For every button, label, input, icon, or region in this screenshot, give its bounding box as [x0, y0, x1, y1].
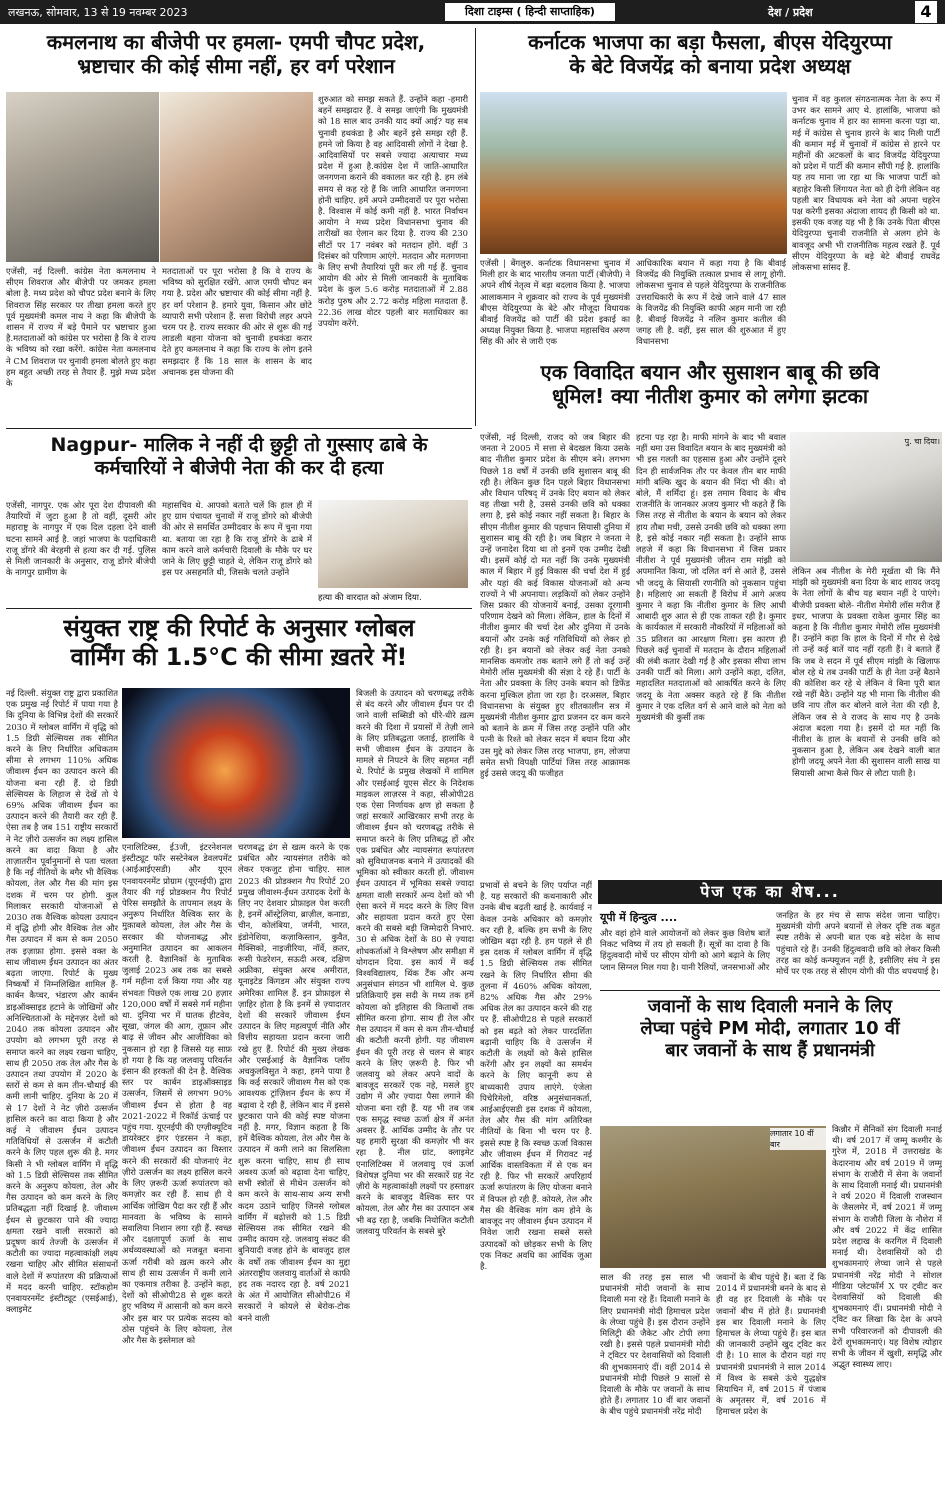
- paper-name: दिशा टाइम्स ( हिन्दी साप्ताहिक): [445, 3, 615, 21]
- nagpur-headline-line1: Nagpur- मालिक ने नहीं दी छुट्टी तो गुस्साए ढाबे के: [50, 434, 428, 456]
- karnataka-headline-line2: के बेटे विजयेंद्र को बनाया प्रदेश अध्यक्ष: [569, 54, 851, 79]
- nitish-col-1: एजेंसी, नई दिल्ली, राजद को जब बिहार की जनता ने 2005 में सत्ता से बेदखल किया उसके बाद नीतीश कुमार प्रदेश के सीएम बने। लगभग पिछले 18 वर्षों में उनकी छवि सुशासन बाबू की रही है। लेकिन कुछ दिन पहले बिहार विधानसभा और विधान परिषद् में उनके दिए बयान को लेकर वह तीखा भरी है, उससे उनकी छवि को धक्का लगा है, इसे कोई नकार नहीं सकता है। बिहार के सीएम नीतीश कुमार की पहचान सियासी दुनिया में सुशासन बाबू की रही है। जब बिहार ने जनता ने उन्हें जनादेश दिया था तो इनमें एक उम्मीद देखी थी। इसमें कोई दो मत नहीं कि उनके मुख्यमंत्री काल में बिहार में हुई विकास की चर्चा देश में हुई और यहां की कई विकास योजनाओं को अन्य राज्यों ने भी अपनाया। लड़कियों को लेकर उन्होंने जिस प्रकार की योजनायें बनाई, उसका दूरगामी परिणाम देखने को मिला। लेकिन, हाल के दिनों में नीतीश कुमार की चर्चा देश और दुनिया में उनके बयानों और उनके कई गतिविधियों को लेकर हो रही है। इन बयानों को लेकर कई नेता उनको मानसिक कमजोर तक बताने लगे हैं तो कई उन्हें मेमोरी लॉस मुख्यमंत्री की संज्ञा दे रहे हैं। पार्टी के नेता और प्रवक्ता के लिए उनके बयान को डिफेंड करना मुश्किल होता जा रहा है। दरअसल, बिहार विधानसभा के संयुक्त हुए शीतकालीन सत्र में मुख्यमंत्री नीतीश कुमार द्वारा प्रजनन दर कम करने को बताने के क्रम में जिस तरह उन्होंने पति और पत्नी के रिश्ते को लेकर सदन में बयान दिया और उस मुद्दे को लेकर जिस तरह भाजपा, हम, लोजपा समेत सभी विपक्षी पार्टियां जिस तरह आक्रामक हुई उससे जदयू की फजीहत: [480, 432, 630, 779]
- shivraj-photo: [160, 92, 313, 262]
- pm-headline-line1: जवानों के साथ दिवाली मनाने के लिए: [647, 996, 893, 1017]
- nitish-headline-line2: धूमिल! क्या नीतीश कुमार को लगेगा झटका: [551, 384, 869, 409]
- nagpur-col-1: एजेंसी, नागपुर. एक ओर पूरा देश दीपावली की तैयारियों में जुटा हुआ है तो वहीं, दूसरी ओर महाराष्ट्र के नागपुर में एक दिल दहला देने वाली घटना सामने आई है. जहां भाजपा के पदाधिकारी राजू डोंगरे की बेरहमी से हत्या कर दी गई. पुलिस से मिली जानकारी के अनुसार, राजू डोंगरे बीजेपी के नागपुर ग्रामीण के: [6, 500, 156, 578]
- karnataka-headline-line1: कर्नाटक भाजपा का बड़ा फैसला, बीएस येदियुरप्पा: [528, 30, 892, 54]
- divider-line: [475, 28, 476, 426]
- pm-col-2: जवानों के बीच पहुंचे हैं। बता दें कि 2014 में प्रधानमंत्री बनने के बाद से ही वह हर दिवाली के मौके पर जवानों बीच में होते हैं। प्रधानमंत्री इस बार दिवाली मनाने के लिए हिमाचल के लेप्चा पहुंचे हैं। इस बात की जानकारी उन्होंने खुद ट्विट कर दी है। 10 साल के दौरान यहां गए प्रधानमंत्री प्रधानमंत्री ने साल 2014 में विश्व के सबसे ऊंचे युद्धक्षेत्र सियाचिन में, वर्ष 2015 में पंजाब के अमृतसर में, वर्ष 2016 में हिमाचल प्रदेश के: [716, 1272, 826, 1417]
- kamalnath-headline: [6, 30, 466, 79]
- karnataka-photo: [480, 92, 787, 254]
- un-col-1: नई दिल्ली. संयुक्त राष्ट्र द्वारा प्रकाशित एक प्रमुख नई रिपोर्ट में पाया गया है कि दुनिया के विभिन्न देशों की सरकारें 2030 में ग्लोबल वार्मिंग में वृद्धि को 1.5 डिग्री सेल्सियस तक सीमित करने के लिए निर्धारित अधिकतम सीमा से लगभग 110% अधिक जीवाश्म ईंधन का उत्पादन करने की योजना बना रही हैं. दो डिग्री सेल्सियस के लिहाज से देखें तो ये 69% अधिक जीवाश्म ईंधन का उत्पादन करने की तैयारी कर रही हैं. ऐसा तब है जब 151 राष्ट्रीय सरकारों ने नेट ज़ीरो उत्सर्जन का लक्ष्य हासिल करने का वादा किया है और ताज़ातरीन पूर्वानुमानों से पता चलता है कि नई नीतियों के बगैर भी वैश्विक कोयला, तेल और गैस की मांग इस दशक में चरम पर होगी. कुल मिलाकर सरकारी योजनाओं से 2030 तक वैश्विक कोयला उत्पादन में वृद्धि होगी और वैश्विक तेल और गैस उत्पादन में कम से कम 2050 तक इज़ाफ़ा होगा. इससे वक्त के साथ जीवाश्म ईंधन उत्पादन का अंतर बढ़ता जाएगा. रिपोर्ट के मुख्य निष्कर्षों में निम्नलिखित शामिल हैं- कार्बन कैप्चर, भंडारण और कार्बन डाइऑक्साइड हटाने के जोखिमों और अनिश्चितताओं के मद्देनज़र देशों को 2040 तक कोयला उत्पादन और उपयोग को लगभग पूरी तरह से समाप्त करने का लक्ष्य रखना चाहिए, साथ ही 2050 तक तेल और गैस के उत्पादन तथा उपयोग में 2020 के स्तरों से कम से कम तीन-चौथाई की कमी लानी चाहिए. दुनिया के 20 में से 17 देशों ने नेट ज़ीरो उत्सर्जन हासिल करने का वादा किया है और कई ने जीवाश्म ईंधन उत्पादन गतिविधियों से उत्सर्जन में कटौती करने के लिए पहल शुरू की है. मगर किसी ने भी ग्लोबल वार्मिंग में वृद्धि को 1.5 डिग्री सेल्सियस तक सीमित करने के अनुरूप कोयला, तेल और गैस उत्पादन को कम करने के लिए प्रतिबद्धता नहीं दिखाई है. जीवाश्म ईंधन से छुटकारा पाने की ज्यादा क्षमता रखने वाली सरकारों को प्रदूषण कार्य तेज्जी के उत्सर्जन में कटौती का ज्यादा महत्वाकांक्षी लक्ष्य रखना चाहिए और सीमित संसाधनों वाले देशों में रूपांतरण की प्रक्रियाओं में मदद करनी चाहिए. स्टॉकहोम एनवायरनमेंट इंस्टीट्यूट (एसईआई), क्लाइमेट: [6, 688, 118, 1315]
- un-col-4: बिजली के उत्पादन को चरणबद्ध तरीके से बंद करने और जीवाश्म ईंधन पर दी जाने वाली सब्सिडी को धीरे-धीरे ख़त्म करने की दिशा में प्रयासों में तेज़ी लाने के लिए प्रतिबद्धता जताई, हालांकि वे सभी जीवाश्म ईंधन के उत्पादन के मामले से निपटने के लिए सहमत नहीं थे. रिपोर्ट के प्रमुख लेखकों में शामिल और एसईआई यूएस सेंटर के निदेशक माइकल लाज़रस ने कहा, सीओपी28 एक ऐसा निर्णायक क्षण हो सकता है जहां सरकारें आखिरकार सभी तरह के जीवाश्म ईंधन को चरणबद्ध तरीके से समाप्त करने के लिए प्रतिबद्ध हों और एक प्रबंधित और न्यायसंगत रूपांतरण को सुविधाजनक बनाने में उत्पादकों की भूमिका को स्वीकार करती हों. जीवाश्म ईंधन उत्पादन में भूमिका सबसे ज्यादा क्षमता वाली सरकारें अन्य देशों को भी ऐसा करने में मदद करने के लिए वित्त और सहायता प्रदान करते हुए ऐसा करने की सबसे बड़ी जिम्मेदारी निभाएं. 30 से अधिक देशों के 80 से ज़्यादा शोधकर्ताओं ने विश्लेषण और समीक्षा में योगदान दिया. इस कार्य में कई विश्वविद्यालय, थिंक टैंक और अन्य अनुसंधान संगठन भी शामिल थे. कुछ प्रतिक्रियाएँ इस सदी के मध्य तक हमें कोयला को इतिहास की किताबों तक सीमित करना होगा. साथ ही तेल और गैस उत्पादन में कम से कम तीन-चौथाई की कटौती करनी होगी. यह जीवाश्म ईंधन की पूरी तरह से चलन से बाहर करने के लिए ज़रूरी है. फिर भी जलवायु को लेकर अपने वादों के बावजूद सरकारें एक नहे, मसले हुए उद्योग में और ज़्यादा पैसा लगाने की योजना बना रही हैं. यह भी तब जब एक समृद्ध स्वच्छ ऊर्जा क्षेत्र में अनंत अवसर हैं. आर्थिक उम्मीद के तौर पर यह हमारी सुरक्षा की कमज़ोर भी कर रहा है. नील ग्रांट, क्लाइमेट एनालिटिक्स में जलवायु एवं ऊर्जा विशेषज्ञ दुनिया भर की सरकारें ग्रह नेट ज़ीरो के महत्वाकांक्षी लक्ष्यों पर हस्ताक्षर करने के बावजूद वैश्विक स्तर पर कोयला, तेल और गैस का उत्पादन अब भी बढ़ रहा है, जबकि नियोजित कटौती जलवायु परिवर्तन के सबसे बुरे: [356, 688, 474, 1236]
- pm-headline-line2: लेप्चा पहुंचे PM मोदी, लगातार 10 वीं: [640, 1017, 900, 1039]
- earth-photo: [122, 688, 350, 838]
- divider-line: [6, 428, 472, 429]
- karnataka-col-3: चुनाव में वह कुशल संगठनात्मक नेता के रूप में उभर कर सामने आए थे. हालांकि, भाजपा को कर्नाटक चुनाव में हार का सामना करना पड़ा था. मई में कांग्रेस से चुनाव हारने के बाद मिली पार्टी की कमान मई में चुनावों में कांग्रेस से हारने पर महीनों की अटकलों के बाद विजयेंद्र येदियुरप्पा को प्रदेश में पार्टी की कमान सौंपी गई है. हालांकि यह तय माना जा रहा था कि भाजपा पार्टी को बहाहेर किसी लिंगायत नेता को ही देगी लेकिन वह पहली बार विधायक बने नेता को अपना चहरेन पक्ष करेगी इसका अंदाजा शायद ही किसी को था. इसकी एक वजह यह भी है कि उनके पिता बीएस येदियुरप्पा चुनावी राजनीति से अलग होने के बावजूद अभी भी राजनीतिक महत्व रखते हैं. पूर्व सीएम येदियुरप्पा के बड़े बेटे बीवाई राघवेंद्र लोकसभा सांसद हैं.: [792, 94, 940, 273]
- un-col-2: एनालिटिक्स, ई3जी, इंटरनेशनल इंस्टीट्यूट फॉर सस्टेनेबल डेवलपमेंट (आईआईएसडी) और यूएन एनवायरनमेंट प्रोग्राम (यूएनईपी) द्वारा तैयार की गई प्रोडक्शन गैप रिपोर्ट पेरिस समझौते के तापमान लक्ष्य के अनुरूप निर्धारित वैश्विक स्तर के मुक़ाबले कोयला, तेल और गैस के सरकार की योजनाबद्ध और अनुमानित उत्पादन का आकलन करती है. वैज्ञानिकों के मुताबिक जुलाई 2023 अब तक का सबसे गर्म महीना दर्ज किया गया और यह संभवतः पिछले एक लाख 20 हज़ार 120,000 वर्षों में सबसे गर्म महीना था. दुनिया भर में घातक हीटवेव, सूखा, जंगल की आग, तूफ़ान और बाढ़ से जीवन और आजीविका को नुकसान हो रहा है जिससे यह साफ़ हो गया है कि यह जलवायु परिवर्तन इंसान की हरकतों की देन है. वैश्विक स्तर पर कार्बन डाइऑक्साइड उत्सर्जन, जिसमें से लगभग 90% जीवाश्म ईंधन से होता है वह 2021-2022 में रिकॉर्ड ऊंचाई पर पहुंच गया. यूएनईपी की एग्ज़ीक्यूटिव डायरेक्टर इंगर एंडरसन ने कहा, जीवाश्म ईंधन उत्पादन का विस्तार करने की सरकारों की योजनाएं नेट ज़ीरो उत्सर्जन का लक्ष्य हासिल करने के लिए ज़रूरी ऊर्जा रूपांतरण को कमज़ोर कर रही हैं. साथ ही ये आर्थिक जोखिम पैदा कर रही हैं और मानवता के भविष्य के सामने सवालिया निशान लगा रही हैं. स्वच्छ और दक्षतापूर्ण ऊर्जा के साथ अर्थव्यवस्थाओं को मजबूत बनाना ऊर्जा गरीबी को ख़त्म करने और साथ ही साथ उत्सर्जन में कमी लाने का एकमात्र तरीका है. उन्होंने कहा, देशों को सीओपी28 से शुरू करते हुए भविष्य में आसानी को कम करने और इस बार पर प्रत्येक सदस्य को ठोस पहुंचने के लिए कोयला, तेल और गैस के इस्तेमाल को: [122, 842, 232, 1345]
- pm-headline-line3: बार जवानों के साथ हैं प्रधानमंत्री: [665, 1039, 875, 1061]
- nitish-headline: [480, 360, 940, 409]
- kamalnath-col-1: एजेंसी, नई दिल्ली. कांग्रेस नेता कमलनाथ ने सीएम शिवराज और बीजेपी पर जमकर हमला बोला है. मध्य प्रदेश को चौपट प्रदेश बनाने के लिए शिवराज सिंह सरकार पर तीखा हमला करते हुए पूर्व मुख्यमंत्री कमल नाथ ने कहा कि बीजेपी के शासन में राज्य में बड़े पैमाने पर भ्रष्टाचार हुआ है.मतदाताओं को कांग्रेस पर भरोसा है कि वे राज्य के भविष्य को रखा करेंगे. कांग्रेस नेता कमलनाथ ने CM शिवराज पर चुनावी हमला बोलते हुए कहा हम बहुत अच्छी तरह से तैयार हैं. मुझे मध्य प्रदेश के: [6, 266, 156, 389]
- un-headline: [6, 614, 472, 673]
- nagpur-photo-caption: हत्या की वारदात को अंजाम दिया.: [318, 593, 422, 603]
- nagpur-headline-line2: कर्मचारियों ने बीजेपी नेता की कर दी हत्या: [94, 457, 384, 480]
- kamalnath-photo: [6, 92, 159, 262]
- karnataka-headline: [480, 30, 940, 79]
- yogi-story-title: यूपी में हिन्दुत्व ....: [600, 911, 678, 924]
- pm-col-1: साल की तरह इस साल भी प्रधानमंत्री मोदी जवानों के साथ दिवाली मना रहे हैं। दिवाली मनाने के लिए प्रधानमंत्री मोदी हिमाचल प्रदेश के लेप्चा पहुंचे हैं। इस दौरान उन्होंने मिलिट्री की जैकेट और टोपी लगा रखी है। इससे पहले प्रधानमंत्री मोदी ने ट्विटर पर देशवासियों को दिवाली की शुभकामनाएं दीं। वहीं 2014 से प्रधानमंत्री मोदी पिछले 9 सालों से दिवाली के मौके पर जवानों के साथ होते हैं। लगातार 10 वीं बार जवानों के बीच पहुंचे प्रधानमंत्री नरेंद्र मोदी: [600, 1272, 710, 1417]
- issue-date: लखनऊ, सोमवार, 13 से 19 नवम्बर 2023: [8, 6, 188, 19]
- nagpur-headline: [6, 434, 472, 480]
- continued-col: प्रभावों से बचने के लिए पर्याप्त नहीं है. यह सरकारों की कथनाकारी और उनके बीच बढ़ती खाई है. कार्यवाई न केवल उनके अधिकार को कमज़ोर कर रही है, बल्कि हम सभी के लिए जोखिम बढ़ा रही है. हम पहले से ही इस दशक में ग्लोबल वार्मिंग में वृद्धि 1.5 डिग्री सेल्सियस तक सीमित रखने के लिए निर्धारित सीमा की तुलना में 460% अधिक कोयला, 82% अधिक गैस और 29% अधिक तेल का उत्पादन करने की राह पर हैं. सीओपी28 से पहले सरकारों को इस बढ़ते को लेकर पारदर्शिता बढ़ानी चाहिए कि वे उत्सर्जन में कटौती के लक्ष्यों को कैसे हासिल करेंगी और इन लक्ष्यों का समर्थन करने के लिए कानूनी रूप से बाध्यकारी उपाय लाएंगे. एंजेला पिचेरिमेलो, वरिष्ठ अनुसंधानकर्ता, आईआईएसडी इस दशक में कोयला, तेल और गैस की मांग अतिरिक्त नीतियों के बिना भी चरम पर है. इससे स्पष्ट है कि स्वच्छ ऊर्जा विकास और जीवाश्म ईंधन में गिरावट नई आर्थिक वास्तविकता में से एक बन रही है. फिर भी सरकारें अपरिहार्य ऊर्जा रूपांतरण के लिए योजना बनाने में विफल हो रही हैं. कोयले, तेल और गैस की वैश्विक मांग कम होने के बावजूद नए जीवाश्म ईंधन उत्पादन में निवेश जारी रखना सबसे सस्ते उत्पादकों को छोड़कर सभी के लिए एक निकट अवधि का आर्थिक जुआ है.: [480, 880, 592, 1271]
- pm-side-note-top: लगातार 10 वीं बार: [770, 1128, 826, 1150]
- continued-banner: पेज एक का शेष...: [598, 880, 942, 904]
- karnataka-col-2: आधिकारिक बयान में कहा गया है कि बीवाई विजयेंद्र की नियुक्ति तत्काल प्रभाव से लागू होगी. लोकसभा चुनाव से पहले येदियुरप्पा के राजनीतिक उत्तराधिकारी के रूप में देखे जाने वाले 47 साल के विजयेंद्र की नियुक्ति काफी अहम मानी जा रही है. बीवाई विजयेंद्र ने नलिन कुमार कतील की जगह ली है. वहीं, इस साल की शुरुआत में हुए विधानसभा: [636, 258, 786, 347]
- kamalnath-col-3: शुरुआत को समझ सकते हैं. उन्होंने कहा -हमारी बहनें समझदार हैं. वे समझ जाएंगी कि मुख्यमंत्री को 18 साल बाद उनकी याद क्यों आई? यह सब चुनावी हथकंडा है और बहनें इसे समझ रही हैं. हमने जो किया है वह आदिवासी लोगों ने देखा है. आदिवासियों पर सबसे ज्यादा अत्याचार मध्य प्रदेश में हुआ है.कांग्रेस देश में जाति-आधारित जनगणना कराने की वकालत कर रही है. हम लंबे समय से कह रहे हैं कि जाति आधारित जनगणना होनी चाहिए. हमें अपने उम्मीदवारों पर पूरा भरोसा है. विश्वास में कोई कमी नहीं है. भारत निर्वाचन आयोग ने मध्य प्रदेश विधानसभा चुनाव की तारीखों का ऐलान कर दिया है. राज्य की 230 सीटों पर 17 नवंबर को मतदान होंगे. वहीं 3 दिसंबर को परिणाम आएंगे. मतदान और मतगणना के लिए सभी तैयारियां पूरी कर ली गई हैं. चुनाव आयोग की ओर से मिली जानकारी के मुताबिक प्रदेश के कुल 5.6 करोड़ मतदाताओं में 2.88 करोड़ पुरुष और 2.72 करोड़ महिला मतदाता हैं. 22.36 लाख वोटर पहली बार मताधिकार का उपयोग करेंगे.: [318, 94, 468, 329]
- nitish-headline-line1: एक विवादित बयान और सुसाशन बाबू की छवि: [540, 360, 880, 384]
- yogi-col-1: और वहां होने वाले आयोजनों को लेकर कुछ विशेष बातें निकट भविष्य में तय हो सकती हैं। सूत्रों का दावा है कि हिंदुत्ववादी मोर्चे पर सीएम योगी को आगे बढ़ाने के लिए प्लान सिग्नल मिल गया है। यानी रैलियों, जनसभाओं और: [600, 928, 770, 972]
- masthead-bar: [0, 0, 945, 24]
- un-col-3: चरणबद्ध ढंग से खत्म करने के एक प्रबंधित और न्यायसंगत तरीके को लेकर एकजुट होना चाहिए. साल 2023 की प्रोडक्शन गैप रिपोर्ट 20 प्रमुख जीवाश्म-ईंधन उत्पादक देशों के लिए नए देशवार प्रोफ़ाइल पेश करती है, इनमें ऑस्ट्रेलिया, ब्राज़ील, कनाडा, चीन, कोलंबिया, जर्मनी, भारत, इंडोनेशिया, कज़ाकिस्तान, कुवैत, मैक्सिको, नाइजीरिया, नॉर्वे, क़तर, रूसी फेडरेशन, सऊदी अरब, दक्षिण अफ्रीका, संयुक्त अरब अमीरात, यूनाइटेड किंगडम और संयुक्त राज्य अमेरिका शामिल हैं. इन प्रोफ़ाइल से ज़ाहिर होता है कि इनमें से ज़्यादातर देशों की सरकारें जीवाश्म ईंधन उत्पादन के लिए महत्वपूर्ण नीति और वित्तीय सहायता प्रदान करना जारी रखे हुए हैं. रिपोर्ट की मुख्य लेखक और एसईआई के वैज्ञानिक प्लॉय अचकुलविसुत ने कहा, हमने पाया है कि कई सरकारें जीवाश्म गैस को एक आवश्यक ट्रांज़िशन ईंधन के रूप में बढ़ावा दे रही हैं, लेकिन बाद में इससे छुटकारा पाने की कोई स्पष्ट योजना नहीं है. मगर, विज्ञान कहता है कि हमें वैश्विक कोयला, तेल और गैस के उत्पादन में कमी लाने का सिलसिला शुरू करना चाहिए, साथ ही साथ अवश्य ऊर्जा को बढ़ावा देना चाहिए, सभी स्त्रोतों से मीथेन उत्सर्जन को कम करने के साथ-साथ अन्य सभी कदम उठाने चाहिए जिनसे ग्लोबल वार्मिंग में बढ़ोत्तरी को 1.5 डिग्री सेल्सियस तक सीमित रखने की उम्मीद कायम रहे. जलवायु संकट की बुनियादी वजह होने के बावजूद हाल के वर्षों तक जीवाश्म ईंधन का मुद्दा अंतरराष्ट्रीय जलवायु वार्ताओं से काफी हद तक नदारद रहा है. वर्ष 2021 के अंत में आयोजित सीओपी26 में सरकारों ने कोयले से बेरोक-टोक बनने वाली: [238, 842, 350, 1323]
- un-headline-line2: वार्मिंग की 1.5°C की सीमा ख़तरे में!: [70, 643, 408, 672]
- divider-line: [600, 990, 940, 991]
- nagpur-col-2: महासचिव थे. आपको बताते चलें कि हाल ही में हुए ग्राम पंचायत चुनावों में राजू डोंगरे को बीजेपी की ओर से समर्थित उम्मीदवार के रूप में चुना गया था. बताया जा रहा है कि राजू डोंगरे के ढाबे में काम करने वाले कर्मचारी दिवाली के मौके पर घर जाने के लिए छुट्टी चाहते थे, लेकिन राजू डोंगरे को इस पर असहमति थी, जिसके चलते उन्होंने: [162, 500, 312, 578]
- nitish-photo: [790, 432, 942, 562]
- un-headline-line1: संयुक्त राष्ट्र की रिपोर्ट के अनुसार ग्लोबल: [63, 614, 415, 642]
- page-number: 4: [915, 1, 937, 23]
- nitish-col-2: हटना पड़ रहा है। माफी मांगने के बाद भी बवाल नहीं थमा उस विवादित बयान के बाद मुख्यमंत्री को भी इस गलती का एहसास हुआ और उन्होंने दूसरे दिन ही सार्वजनिक तौर पर केवल तीन बार माफी मांगी बल्कि खुद के बयान की निंदा भी की। वो बोले, मैं शर्मिंदा हूं। इस तमाम विवाद के बीच राजनीति के जानकार अजय कुमार भी कहते हैं कि जिस तरह से नीतीश के बयान के बयान को लेकर हाय तौबा मची, उससे उनकी छवि को धक्का लगा है, इसे कोई नकार नहीं सकता है। उन्होंने साफ लहजे में कहा कि विधानसभा में जिस प्रकार नीतीश ने पूर्व मुख्यमंत्री जीतन राम मांझी को अपमानित किया, जो दलित वर्ग से आते हैं, उससे भी जदयू के सियासी रणनीति को नुकसान पहुंचा है। महिलाएं आ सकती हैं विरोध में आगे अजय कुमार ने कहा कि नीतीश कुमार के लिए आधी आबादी शुरु आत से ही एक ताकत रही है। कुमार के कार्यकाल में सरकारी नौकरियों में महिलाओं को 35 प्रतिशत का आरक्षण मिला। इस कारण ही पिछले कई चुनावों में मतदान के दौरान महिलाओं की लंबी कतार देखी गई है और इसका सीधा लाभ उनकी पार्टी को मिला। आगे उन्होंने कहा, दलित, महादलित मतदाताओं को आकर्षित करने के लिए जदयू के नेता अक्सर कहते रहे हैं कि नीतीश कुमार ने एक दलित वर्ग से आने वाले को नेता को मुख्यमंत्री की कुर्सी तक: [636, 432, 786, 723]
- pm-col-3: किन्नौर में सैनिकों संग दिवाली मनाई थी। वर्ष 2017 में जम्मू कश्मीर के गुरेज में, 2018 में उत्तराखंड के केदारनाथ और वर्ष 2019 में जम्मू संभाग के राजौरी में सेना के जवानों के साथ दिवाली मनाई थी। प्रधानमंत्री ने वर्ष 2020 में दिवाली राजस्थान के जैसलमेर में, वर्ष 2021 में जम्मू संभाग के राजौरी जिला के नौशेरा में और वर्ष 2022 में केंद्र शासित प्रदेश लद्दाख के करगिल में दिवाली मनाई थी। देशवासियों को दी शुभकामनाएं लेप्चा जाने से पहले प्रधानमंत्री नरेंद्र मोदी ने सोशल मीडिया प्लेटफॉर्म X पर ट्वीट कर देशवासियों को दिवाली की शुभकामनाएं दीं। प्रधानमंत्री मोदी ने ट्विट कर लिखा कि देश के अपने सभी परिवारजनों को दीपावली की ढेरों शुभकामनाएं। यह विशेष त्योहार सभी के जीवन में खुशी, समृद्धि और अद्भुत स्वास्थ्य लाए।: [832, 1124, 942, 1370]
- nitish-photo-corner-text: पु. चा दिया।: [904, 437, 940, 446]
- raju-dongre-photo: [318, 500, 468, 588]
- kamalnath-headline-line1: कमलनाथ का बीजेपी पर हमला- एमपी चौपट प्रदेश,: [46, 30, 426, 54]
- karnataka-col-1: एजेंसी | बेंगलुरु. कर्नाटक विधानसभा चुनाव में मिली हार के बाद भारतीय जनता पार्टी (बीजेपी) ने अपने शीर्ष नेतृत्व में बड़ा बदलाव किया है. भाजपा आलाकमान ने शुक्रवार को राज्य के पूर्व मुख्यमंत्री बीएस येदियुरप्पा के बेटे और मौजूदा विधायक बीवाई विजयेंद्र को पार्टी की प्रदेश इकाई का अध्यक्ष नियुक्त किया है. भाजपा महासचिव अरुण सिंह की ओर से जारी एक: [480, 258, 630, 347]
- kamalnath-col-2: मतदाताओं पर पूरा भरोसा है कि वे राज्य के भविष्य को सुरक्षित रखेंगे. आज एमपी चौपट बन गया है. प्रदेश और भ्रष्टाचार की कोई सीमा नहीं है. हर वर्ग परेशान है. हमारे युवा, किसान और छोटे व्यापारी सभी परेशान हैं. सत्ता विरोधी लहर अपने चरम पर है. राज्य सरकार की ओर से शुरू की गई लाडली बहना योजना को चुनावी हथकंडा करार देते हुए कमलनाथ ने कहा कि राज्य के लोग इतने समझदार हैं कि 18 साल के शासन के बाद अचानक इस योजना की: [162, 266, 312, 377]
- section-name: देश / प्रदेश: [768, 6, 813, 19]
- pm-headline: [600, 996, 940, 1062]
- divider-line: [6, 608, 472, 609]
- nitish-col-3: लेकिन अब नीतीश के मेरी मूर्खता थी कि मैंने मांझी को मुख्यमंत्री बना दिया के बाद शायद जदयू के नेता लोगों के बीच यह बयान नहीं दे पाएंगे। बीजेपी प्रवक्ता बोले- नीतीश मेमोरी लॉस मरीज हैं इधर, भाजपा के प्रवक्ता राकेश कुमार सिंह का कहना है कि नीतीश कुमार मेमोरी लॉस मुख्यमंत्री हैं। उन्होंने कहा कि हाल के दिनों में गौर से देखे तो उन्हें कई बातें याद नहीं रहती हैं। वे बताते हैं कि जब वे सदन में पूर्व सीएम मांझी के खिलाफ बोल रहे थे तब उनकी पार्टी के ही नेता उन्हें बैठाने की कोशिश कर रहे थे लेकिन वे बिना पूरी बात रखे नहीं बैठे। उन्होंने यह भी माना कि नीतीश की छवि नाप तौल कर बोलने वाले नेता की रही है, लेकिन जब से वे राजद के साथ गए है उनके अंदाज बदला गया है। इसमें दो मत नहीं कि नीतीश के हाल के बयानों से उनकी छवि को नुकसान हुआ है, लेकिन अब देखने वाली बात होगी जदयू अपने नेता की सुशासन वाली साख या सियासी आभा कैसे फिर से लौटा पाती है।: [792, 566, 940, 778]
- yogi-col-2: जनहित के हर मंच से साफ संदेश जाना चाहिए। मुख्यमंत्री योगी अपने बयानों से लेकर दृष्टि तक बहुत स्पष्ट तरीके से अपनी बात एक बड़े संदेश के साथ पहुंचाते रहे हैं। उनकी हिंदुत्ववादी छवि को लेकर किसी तरह का कोई कन्फ्यूजन नहीं है, इसीलिए संघ ने इस मोर्चे पर एक तरह से सीएम योगी की पीठ थपथपाई है।: [776, 910, 940, 977]
- kamalnath-headline-line2: भ्रष्टाचार की कोई सीमा नहीं, हर वर्ग परेशान: [77, 54, 395, 79]
